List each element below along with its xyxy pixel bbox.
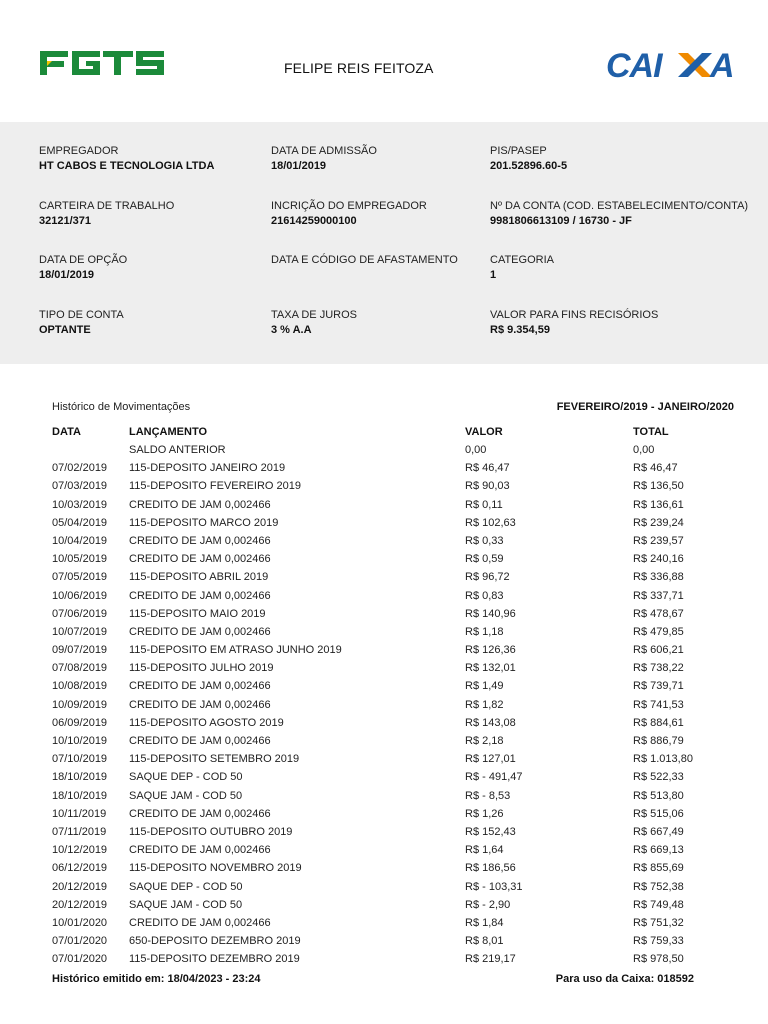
row-total: R$ 749,48 [633,898,684,911]
termination-value-label: VALOR PARA FINS RECISÓRIOS [490,309,659,321]
column-header-total: TOTAL [633,426,669,438]
table-row [0,878,768,896]
table-row [0,787,768,805]
row-entry: SAQUE JAM - COD 50 [129,789,243,802]
leave-field [271,253,458,268]
row-total: R$ 669,13 [633,844,684,857]
table-row [0,441,768,459]
row-total: R$ 479,85 [633,625,684,638]
row-total: R$ 478,67 [633,607,684,620]
row-value: R$ 127,01 [465,753,516,766]
history-rows [0,441,768,968]
row-value: R$ 1,49 [465,680,504,693]
table-row [0,696,768,714]
interest-rate-value: 3 % A.A [271,324,312,336]
row-entry: 115-DEPOSITO OUTUBRO 2019 [129,825,293,838]
employer-registration-value: 21614259000100 [271,215,357,227]
row-date: 09/07/2019 [52,644,108,657]
row-date: 18/10/2019 [52,789,108,802]
row-value: R$ 140,96 [465,607,516,620]
row-entry: 115-DEPOSITO JULHO 2019 [129,662,274,675]
row-value: R$ 90,03 [465,480,510,493]
row-value: R$ 152,43 [465,825,516,838]
table-row [0,823,768,841]
option-date-value: 18/01/2019 [39,269,95,281]
table-row [0,841,768,859]
row-entry: 115-DEPOSITO MARCO 2019 [129,516,279,529]
termination-value-field [490,308,658,338]
row-date: 10/05/2019 [52,553,108,566]
row-total: R$ 759,33 [633,935,684,948]
row-total: R$ 522,33 [633,771,684,784]
category-label: CATEGORIA [490,254,554,266]
table-row [0,532,768,550]
row-date: 07/06/2019 [52,607,108,620]
row-total: R$ 336,88 [633,571,684,584]
row-date: 07/02/2019 [52,462,108,475]
row-entry: CREDITO DE JAM 0,002466 [129,698,271,711]
row-entry: CREDITO DE JAM 0,002466 [129,589,271,602]
row-date: 05/04/2019 [52,516,108,529]
row-entry: SALDO ANTERIOR [129,444,226,456]
employer-registration-field [271,199,427,229]
row-value: R$ 186,56 [465,862,516,875]
row-total: R$ 752,38 [633,880,684,893]
table-row [0,805,768,823]
account-number-value: 9981806613109 / 16730 - JF [490,215,632,227]
table-row [0,605,768,623]
row-value: R$ 143,08 [465,716,516,729]
row-total: R$ 741,53 [633,698,684,711]
row-value: R$ 1,26 [465,807,504,820]
row-total: R$ 46,47 [633,462,678,475]
caixa-logo [604,47,740,81]
row-entry: 115-DEPOSITO NOVEMBRO 2019 [129,862,302,875]
row-total: R$ 136,61 [633,498,684,511]
emission-timestamp: Histórico emitido em: 18/04/2023 - 23:24 [52,973,261,985]
table-row [0,477,768,495]
transaction-history [0,364,768,1024]
row-date: 07/05/2019 [52,571,108,584]
termination-value-value: R$ 9.354,59 [490,324,550,336]
row-entry: CREDITO DE JAM 0,002466 [129,534,271,547]
row-total: R$ 337,71 [633,589,684,602]
row-entry: 115-DEPOSITO JANEIRO 2019 [129,462,286,475]
row-value: R$ 132,01 [465,662,516,675]
caixa-use-code: Para uso da Caixa: 018592 [555,973,694,985]
row-entry: 115-DEPOSITO ABRIL 2019 [129,571,269,584]
table-row [0,623,768,641]
row-value: 0,00 [465,444,487,456]
row-date: 20/12/2019 [52,898,108,911]
svg-text:CAI: CAI [606,47,662,81]
category-field [490,253,554,283]
option-date-field [39,253,127,283]
row-date: 06/09/2019 [52,716,108,729]
row-total: R$ 855,69 [633,862,684,875]
row-date: 07/08/2019 [52,662,108,675]
option-date-label: DATA DE OPÇÃO [39,254,128,266]
column-header-value: VALOR [465,426,503,438]
admission-date-field [271,144,377,174]
row-entry: CREDITO DE JAM 0,002466 [129,498,271,511]
table-row [0,459,768,477]
table-row [0,677,768,695]
row-total: R$ 239,57 [633,534,684,547]
row-date: 10/11/2019 [52,807,107,820]
row-entry: 115-DEPOSITO DEZEMBRO 2019 [129,953,300,966]
row-value: R$ 126,36 [465,644,516,657]
row-entry: 115-DEPOSITO EM ATRASO JUNHO 2019 [129,644,342,657]
page-header [0,0,768,122]
row-value: R$ 8,01 [465,935,504,948]
row-total: R$ 886,79 [633,735,684,747]
work-card-value: 32121/371 [39,215,91,227]
row-entry: 115-DEPOSITO MAIO 2019 [129,607,266,620]
row-value: R$ 219,17 [465,953,516,966]
row-total: 0,00 [633,444,655,456]
row-value: R$ - 491,47 [465,771,523,784]
row-value: R$ 1,82 [465,698,504,711]
row-value: R$ - 2,90 [465,898,511,911]
row-value: R$ 2,18 [465,735,504,747]
row-entry: CREDITO DE JAM 0,002466 [129,735,271,747]
row-total: R$ 884,61 [633,716,684,729]
row-entry: CREDITO DE JAM 0,002466 [129,844,271,857]
row-total: R$ 739,71 [633,680,684,693]
table-row [0,714,768,732]
row-entry: 115-DEPOSITO FEVEREIRO 2019 [129,480,301,493]
row-total: R$ 751,32 [633,916,684,929]
row-entry: CREDITO DE JAM 0,002466 [129,625,271,638]
row-date: 10/08/2019 [52,680,108,693]
table-row [0,896,768,914]
pis-field [490,144,567,174]
table-row [0,950,768,968]
row-date: 10/06/2019 [52,589,108,602]
table-row [0,587,768,605]
row-date: 07/01/2020 [52,935,108,948]
row-date: 10/10/2019 [52,735,108,747]
interest-rate-label: TAXA DE JUROS [271,309,357,321]
admission-date-value: 18/01/2019 [271,160,327,172]
table-row [0,641,768,659]
row-value: R$ 1,84 [465,916,504,929]
row-value: R$ 96,72 [465,571,510,584]
interest-rate-field [271,308,357,338]
history-title: Histórico de Movimentações [52,401,191,413]
table-row [0,859,768,877]
row-value: R$ - 103,31 [465,880,523,893]
table-row [0,514,768,532]
row-total: R$ 738,22 [633,662,684,675]
row-entry: SAQUE DEP - COD 50 [129,771,243,784]
row-date: 10/09/2019 [52,698,108,711]
table-row [0,932,768,950]
employer-registration-label: INCRIÇÃO DO EMPREGADOR [271,200,427,212]
account-holder-name: FELIPE REIS FEITOZA [284,60,434,76]
account-type-field [39,308,124,338]
row-date: 07/11/2019 [52,825,107,838]
row-value: R$ 1,18 [465,625,504,638]
admission-date-label: DATA DE ADMISSÃO [271,145,377,157]
row-date: 07/01/2020 [52,953,108,966]
account-number-label: Nº DA CONTA (COD. ESTABELECIMENTO/CONTA) [490,200,749,212]
row-entry: 115-DEPOSITO AGOSTO 2019 [129,716,284,729]
row-value: R$ 46,47 [465,462,510,475]
table-row [0,768,768,786]
pis-value: 201.52896.60-5 [490,160,568,172]
table-row [0,659,768,677]
history-period: FEVEREIRO/2019 - JANEIRO/2020 [556,401,734,413]
row-entry: CREDITO DE JAM 0,002466 [129,807,271,820]
row-value: R$ 1,64 [465,844,504,857]
row-date: 06/12/2019 [52,862,108,875]
employer-label: EMPREGADOR [39,145,119,157]
row-date: 20/12/2019 [52,880,108,893]
row-entry: SAQUE DEP - COD 50 [129,880,243,893]
row-total: R$ 1.013,80 [633,753,693,766]
row-date: 10/04/2019 [52,534,108,547]
row-date: 10/07/2019 [52,625,108,638]
row-entry: 650-DEPOSITO DEZEMBRO 2019 [129,935,301,948]
employer-field [39,144,214,174]
row-total: R$ 606,21 [633,644,684,657]
column-header-entry: LANÇAMENTO [129,426,208,438]
table-row [0,732,768,750]
row-value: R$ 0,59 [465,553,504,566]
row-entry: 115-DEPOSITO SETEMBRO 2019 [129,753,300,766]
table-row [0,750,768,768]
svg-text:A: A [710,47,735,81]
table-row [0,496,768,514]
work-card-field [39,199,174,229]
row-date: 10/01/2020 [52,916,108,929]
row-date: 10/12/2019 [52,844,108,857]
row-value: R$ 102,63 [465,516,516,529]
table-row [0,914,768,932]
row-entry: CREDITO DE JAM 0,002466 [129,916,271,929]
row-total: R$ 513,80 [633,789,684,802]
row-total: R$ 240,16 [633,553,684,566]
fgts-logo [38,47,166,79]
row-value: R$ 0,11 [465,498,503,511]
row-value: R$ - 8,53 [465,789,511,802]
work-card-label: CARTEIRA DE TRABALHO [39,200,175,212]
row-entry: CREDITO DE JAM 0,002466 [129,553,271,566]
employer-value: HT CABOS E TECNOLOGIA LTDA [39,160,215,172]
table-row [0,568,768,586]
row-total: R$ 136,50 [633,480,684,493]
account-number-field [490,199,748,229]
row-date: 18/10/2019 [52,771,108,784]
row-date: 10/03/2019 [52,498,108,511]
leave-label: DATA E CÓDIGO DE AFASTAMENTO [271,254,458,266]
row-total: R$ 978,50 [633,953,684,966]
row-entry: CREDITO DE JAM 0,002466 [129,680,271,693]
account-type-value: OPTANTE [39,324,91,336]
category-value: 1 [490,269,497,281]
row-total: R$ 515,06 [633,807,684,820]
table-row [0,550,768,568]
row-value: R$ 0,33 [465,534,504,547]
row-value: R$ 0,83 [465,589,504,602]
row-total: R$ 667,49 [633,825,684,838]
account-type-label: TIPO DE CONTA [39,309,124,321]
pis-label: PIS/PASEP [490,145,547,157]
column-header-date: DATA [52,426,81,438]
account-info-panel [0,122,768,364]
row-entry: SAQUE JAM - COD 50 [129,898,243,911]
row-total: R$ 239,24 [633,516,684,529]
row-date: 07/03/2019 [52,480,108,493]
row-date: 07/10/2019 [52,753,108,766]
